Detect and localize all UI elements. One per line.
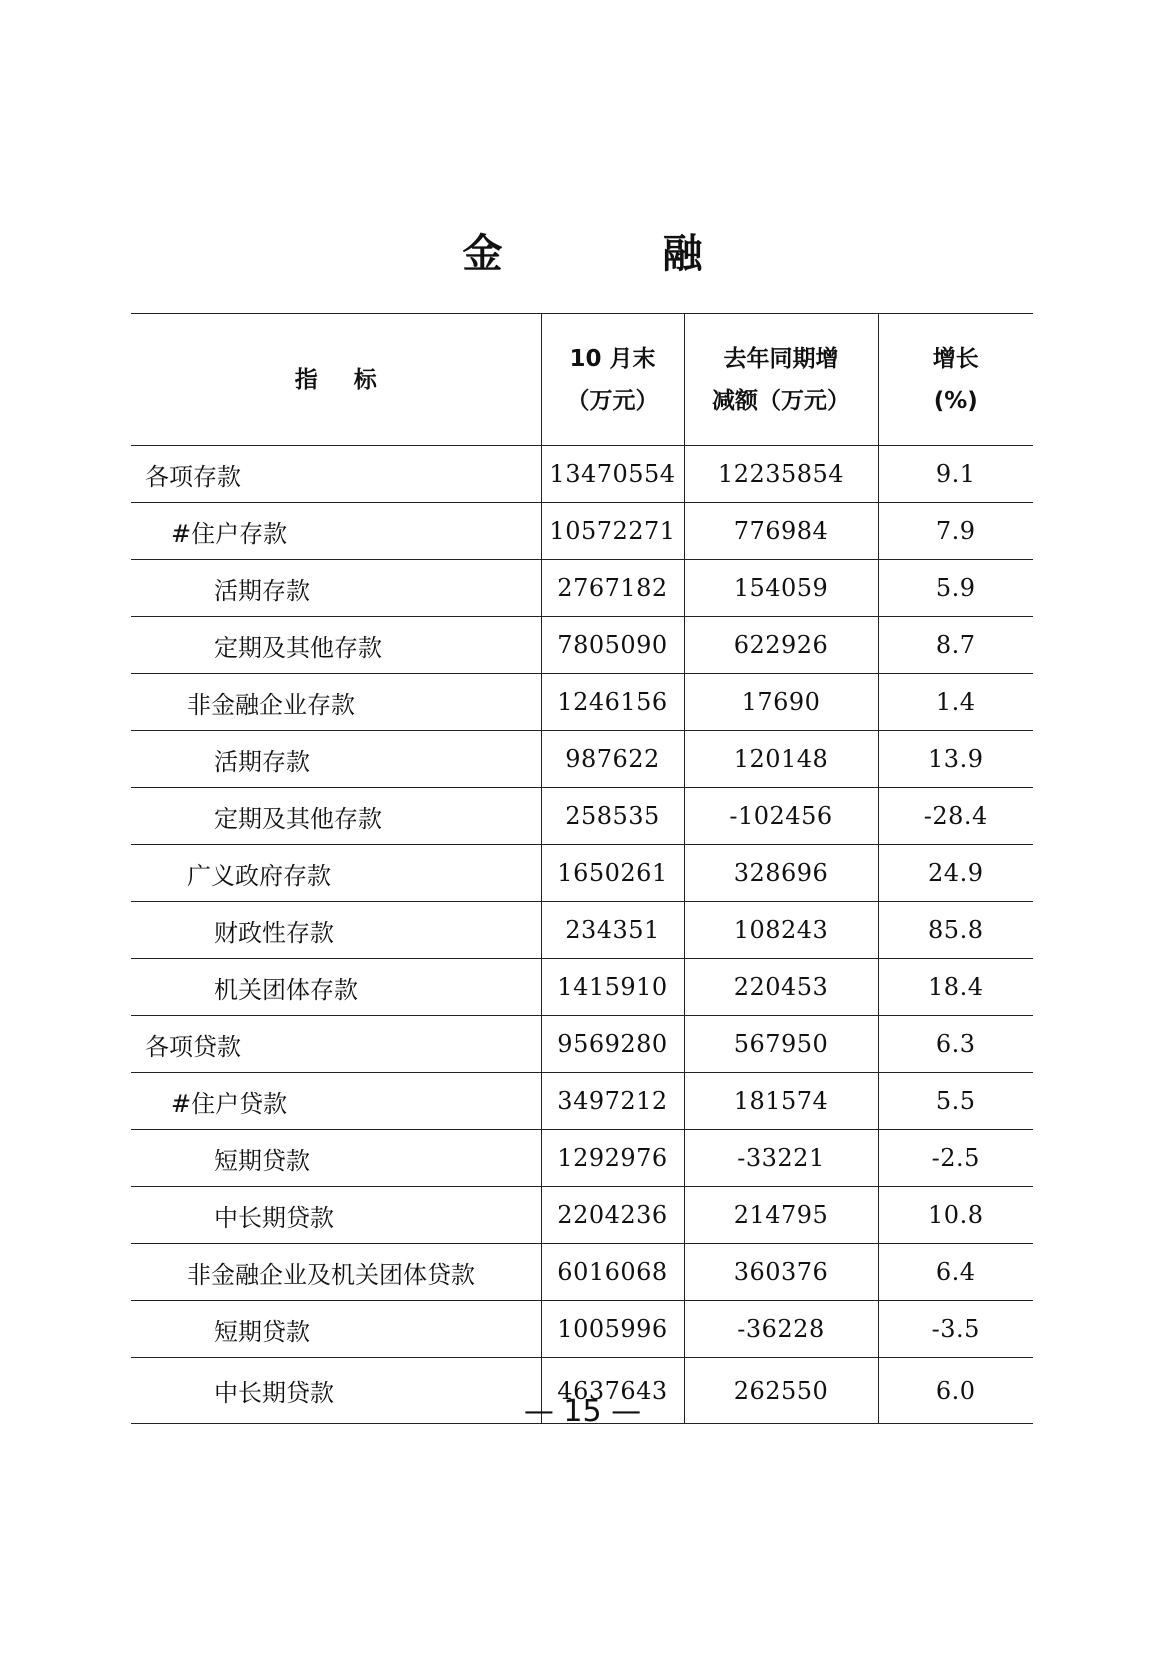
- row-name: #住户贷款: [131, 1073, 541, 1130]
- row-name: 机关团体存款: [131, 959, 541, 1016]
- row-name: 定期及其他存款: [131, 788, 541, 845]
- row-name: #住户存款: [131, 503, 541, 560]
- row-current: 9569280: [541, 1016, 684, 1073]
- header-current: [541, 314, 684, 446]
- row-growth: 7.9: [878, 503, 1033, 560]
- row-growth: 85.8: [878, 902, 1033, 959]
- row-current: 2767182: [541, 560, 684, 617]
- row-change: 622926: [684, 617, 878, 674]
- header-change: [684, 314, 878, 446]
- row-change: 154059: [684, 560, 878, 617]
- header-current-line1: 10 月末: [569, 345, 656, 372]
- page-title: 金 融: [462, 231, 763, 277]
- row-current: 234351: [541, 902, 684, 959]
- row-change: 328696: [684, 845, 878, 902]
- table-row: [131, 1301, 1033, 1358]
- row-growth: 10.8: [878, 1187, 1033, 1244]
- row-current: 10572271: [541, 503, 684, 560]
- row-change: -33221: [684, 1130, 878, 1187]
- row-growth: -2.5: [878, 1130, 1033, 1187]
- row-growth: -3.5: [878, 1301, 1033, 1358]
- header-growth-line2: (%): [933, 387, 978, 414]
- row-growth: 5.5: [878, 1073, 1033, 1130]
- table-row: [131, 503, 1033, 560]
- finance-table: [131, 313, 1033, 1424]
- table-row: [131, 959, 1033, 1016]
- row-name: 中长期贷款: [131, 1187, 541, 1244]
- table-row: [131, 902, 1033, 959]
- table-row: [131, 1016, 1033, 1073]
- row-current: 987622: [541, 731, 684, 788]
- row-name: 各项贷款: [131, 1016, 541, 1073]
- row-current: 4637643: [541, 1358, 684, 1424]
- table-row: [131, 617, 1033, 674]
- header-change-line1: 去年同期增: [723, 345, 839, 372]
- row-change: 12235854: [684, 446, 878, 503]
- table-row: [131, 674, 1033, 731]
- table-row: [131, 731, 1033, 788]
- row-change: -36228: [684, 1301, 878, 1358]
- page-number: — 15 —: [523, 1394, 642, 1429]
- row-name: 短期贷款: [131, 1301, 541, 1358]
- header-current-line2: （万元）: [566, 387, 659, 414]
- row-change: 108243: [684, 902, 878, 959]
- row-current: 6016068: [541, 1244, 684, 1301]
- row-name: 广义政府存款: [131, 845, 541, 902]
- row-growth: 6.3: [878, 1016, 1033, 1073]
- row-change: 776984: [684, 503, 878, 560]
- table-header-row: [131, 314, 1033, 446]
- row-growth: 13.9: [878, 731, 1033, 788]
- row-name: 活期存款: [131, 731, 541, 788]
- row-change: -102456: [684, 788, 878, 845]
- row-change: 181574: [684, 1073, 878, 1130]
- row-current: 258535: [541, 788, 684, 845]
- row-change: 220453: [684, 959, 878, 1016]
- table-row: [131, 788, 1033, 845]
- row-name: 非金融企业及机关团体贷款: [131, 1244, 541, 1301]
- row-growth: -28.4: [878, 788, 1033, 845]
- table-row: [131, 845, 1033, 902]
- row-name: 中长期贷款: [131, 1358, 541, 1424]
- row-change: 120148: [684, 731, 878, 788]
- row-change: 262550: [684, 1358, 878, 1424]
- row-name: 财政性存款: [131, 902, 541, 959]
- row-growth: 6.4: [878, 1244, 1033, 1301]
- row-name: 短期贷款: [131, 1130, 541, 1187]
- header-indicator: 指标: [131, 314, 541, 446]
- row-change: 214795: [684, 1187, 878, 1244]
- row-growth: 5.9: [878, 560, 1033, 617]
- row-growth: 8.7: [878, 617, 1033, 674]
- row-growth: 24.9: [878, 845, 1033, 902]
- row-current: 2204236: [541, 1187, 684, 1244]
- row-change: 360376: [684, 1244, 878, 1301]
- row-current: 7805090: [541, 617, 684, 674]
- row-name: 非金融企业存款: [131, 674, 541, 731]
- row-current: 1292976: [541, 1130, 684, 1187]
- header-growth: [878, 314, 1033, 446]
- table-row: [131, 1187, 1033, 1244]
- row-current: 1246156: [541, 674, 684, 731]
- row-name: 各项存款: [131, 446, 541, 503]
- row-growth: 18.4: [878, 959, 1033, 1016]
- row-change: 567950: [684, 1016, 878, 1073]
- row-current: 1415910: [541, 959, 684, 1016]
- table-row: [131, 446, 1033, 503]
- table-row: [131, 560, 1033, 617]
- table-row: [131, 1073, 1033, 1130]
- row-current: 3497212: [541, 1073, 684, 1130]
- row-growth: 9.1: [878, 446, 1033, 503]
- row-change: 17690: [684, 674, 878, 731]
- row-growth: 1.4: [878, 674, 1033, 731]
- row-name: 活期存款: [131, 560, 541, 617]
- header-change-line2: 减额（万元）: [712, 387, 850, 414]
- row-current: 1005996: [541, 1301, 684, 1358]
- row-current: 13470554: [541, 446, 684, 503]
- table-row: [131, 1130, 1033, 1187]
- table-row: [131, 1244, 1033, 1301]
- row-current: 1650261: [541, 845, 684, 902]
- row-name: 定期及其他存款: [131, 617, 541, 674]
- header-growth-line1: 增长: [932, 345, 979, 372]
- row-growth: 6.0: [878, 1358, 1033, 1424]
